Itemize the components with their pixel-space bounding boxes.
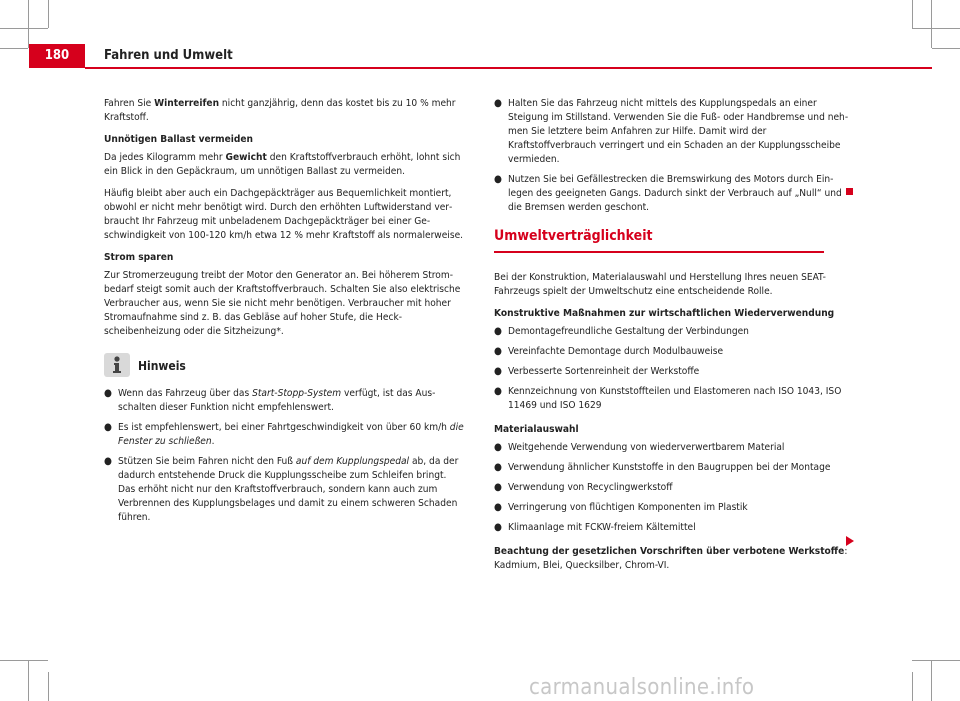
bullet-icon: ● (494, 441, 502, 453)
section-rule (494, 251, 824, 253)
text: Wenn das Fahrzeug über das (118, 388, 253, 399)
header-rule (85, 67, 932, 69)
paragraph-roof-rack: Häufig bleibt aber auch ein Dachgepäckträger aus Bequemlichkeit montiert, obwohl er nicht mehr benötigt wird. Durch den erhöhten Luftwiderstand verbraucht Ihr Fahrzeug mit unbeladenem Dachgepäckträger bei einer Geschwindigkeit von 100-120 km/h etwa 12 % mehr Kraftstoff als normalerweise. (104, 188, 464, 241)
text: Es ist empfehlenswert, bei einer Fahrtgeschwindigkeit von über 60 km/h (118, 422, 450, 433)
continue-arrow-icon (846, 536, 854, 546)
header-title: Fahren und Umwelt (104, 48, 233, 63)
bullet-icon: ● (494, 461, 502, 473)
bullet-icon: ● (494, 365, 502, 377)
text: Klimaanlage mit FCKW-freiem Kältemittel (508, 521, 696, 533)
crop-mark (932, 48, 960, 49)
crop-mark (931, 660, 932, 701)
paragraph-winter-tires (104, 97, 466, 125)
bullet-icon: ● (494, 385, 502, 397)
note-item (104, 421, 466, 449)
list-item (494, 345, 854, 359)
crop-mark (28, 660, 29, 701)
crop-mark (0, 28, 48, 29)
watermark: carmanualsonline.info (529, 675, 755, 700)
note-item (104, 387, 466, 415)
text: Kennzeichnung von Kunststoffteilen und Elastomeren nach ISO 1043, ISO 11469 und ISO 1629 (508, 385, 842, 411)
section-end-mark (846, 188, 853, 195)
note-item (104, 455, 466, 525)
paragraph-ballast (104, 151, 466, 179)
text: Verbesserte Sortenreinheit der Werkstoffe (508, 365, 700, 377)
text: Nutzen Sie bei Gefällestrecken die Bremswirkung des Motors durch Einlegen des geeigneten Gangs. Dadurch sinkt der Verbrauch auf „Null“ und die Bremsen werden geschont. (508, 174, 842, 213)
subheading-power: Strom sparen (104, 252, 174, 263)
text: Vereinfachte Demontage durch Modulbauweise (508, 345, 724, 357)
italic-term: auf dem Kupplungspedal (295, 456, 410, 467)
crop-mark (912, 28, 960, 29)
crop-mark (28, 0, 29, 48)
list-item (494, 501, 854, 515)
bullet-icon: ● (494, 501, 502, 513)
crop-mark (912, 660, 960, 661)
text: Verringerung von flüchtigen Komponenten im Plastik (508, 501, 748, 513)
paragraph-intro: Bei der Konstruktion, Materialauswahl und Herstellung Ihres neuen SEAT-Fahrzeugs spielt der Umweltschutz eine entscheidende Rolle. (494, 271, 826, 297)
text: den Kraftstoffverbrauch erhöht, lohnt sich ein Blick in den Gepäckraum, um unnötigen Ballast zu vermeiden. (104, 152, 461, 177)
bullet-icon: ● (104, 456, 112, 467)
italic-term: Start-Stopp-System (252, 388, 342, 399)
text: Verwendung ähnlicher Kunststoffe in den Baugruppen bei der Montage (508, 461, 831, 473)
text: ab, da der dadurch entstehende Druck die Kupplungsscheibe zum Schleifen bringt. Das erhöht nicht nur den Kraftstoffverbrauch, sondern kann auch zum Verbrennen des Kupplungsbelages und damit zu einem schweren Schaden führen. (118, 456, 459, 523)
crop-mark (912, 0, 913, 28)
paragraph-power: Zur Stromerzeugung treibt der Motor den Generator an. Bei höherem Strombedarf steigt somit auch der Kraftstoffverbrauch. Schalten Sie also elektrische Verbraucher aus, wenn Sie sie nicht mehr benötigen. Verbraucher mit hoher Stromaufnahme sind z. B. das Gebläse auf hoher Stufe, die Heckscheibenheizung oder die Sitzheizung*. (104, 270, 461, 337)
right-column (494, 97, 854, 581)
bullet-icon: ● (104, 388, 112, 399)
italic-term: die Fenster zu schließen (118, 422, 464, 447)
crop-mark (0, 660, 48, 661)
info-icon (104, 353, 130, 377)
text: : Kadmium, Blei, Quecksilber, Chrom-VI. (494, 545, 848, 571)
bullet-icon: ● (494, 98, 502, 109)
bold-term: Gewicht (225, 152, 267, 163)
text: Verwendung von Recyclingwerkstoff (508, 481, 673, 493)
text: Stützen Sie beim Fahren nicht den Fuß (118, 456, 296, 467)
bold-term: Winterreifen (154, 98, 220, 109)
crop-mark (48, 0, 49, 28)
bullet-icon: ● (494, 174, 502, 185)
crop-mark (931, 0, 932, 48)
list-item (494, 441, 854, 455)
text: verfügt, ist das Ausschalten dieser Funktion nicht empfehlenswert. (118, 388, 436, 413)
list-item (494, 461, 854, 475)
bullet-icon: ● (104, 422, 112, 433)
list-item (494, 385, 854, 413)
list-item (494, 481, 854, 495)
bullet-icon: ● (494, 345, 502, 357)
notes-header (104, 353, 466, 379)
text: Fahren Sie (104, 98, 155, 109)
section-title: Umweltverträglichkeit (494, 228, 653, 244)
notes-title: Hinweis (138, 359, 186, 373)
crop-mark (48, 672, 49, 701)
text: Weitgehende Verwendung von wiederverwertbarem Material (508, 441, 785, 453)
paragraph-law (494, 545, 854, 573)
text: Demontagefreundliche Gestaltung der Verbindungen (508, 325, 749, 337)
bullet-icon: ● (494, 325, 502, 337)
text: nicht ganzjährig, denn das kostet bis zu 10 % mehr Kraftstoff. (104, 98, 456, 123)
text: Da jedes Kilogramm mehr (104, 152, 226, 163)
list-item (494, 521, 854, 535)
left-column (104, 97, 466, 531)
bullet-icon: ● (494, 521, 502, 533)
text: Halten Sie das Fahrzeug nicht mittels des Kupplungspedals an einer Steigung im Stillstand. Verwenden Sie die Fuß- oder Handbremse und nehmen Sie letztere beim Anfahren zur Hilfe. Damit wird der Kraftstoffverbrauch verringert und ein Schaden an der Kupplungsscheibe vermieden. (508, 98, 849, 165)
list-item (494, 325, 854, 339)
crop-mark (912, 672, 913, 701)
subheading-materials: Materialauswahl (494, 423, 579, 435)
list-item (494, 173, 854, 215)
text: . (211, 436, 215, 447)
subheading-construction: Konstruktive Maßnahmen zur wirtschaftlichen Wiederverwendung (494, 307, 835, 319)
subheading-ballast: Unnötigen Ballast vermeiden (104, 134, 254, 145)
page-number: 180 (29, 44, 85, 68)
bullet-icon: ● (494, 481, 502, 493)
bold-term: Beachtung der gesetzlichen Vorschriften über verbotene Werkstoffe (494, 545, 845, 557)
list-item (494, 365, 854, 379)
crop-mark (0, 48, 28, 49)
list-item (494, 97, 854, 167)
